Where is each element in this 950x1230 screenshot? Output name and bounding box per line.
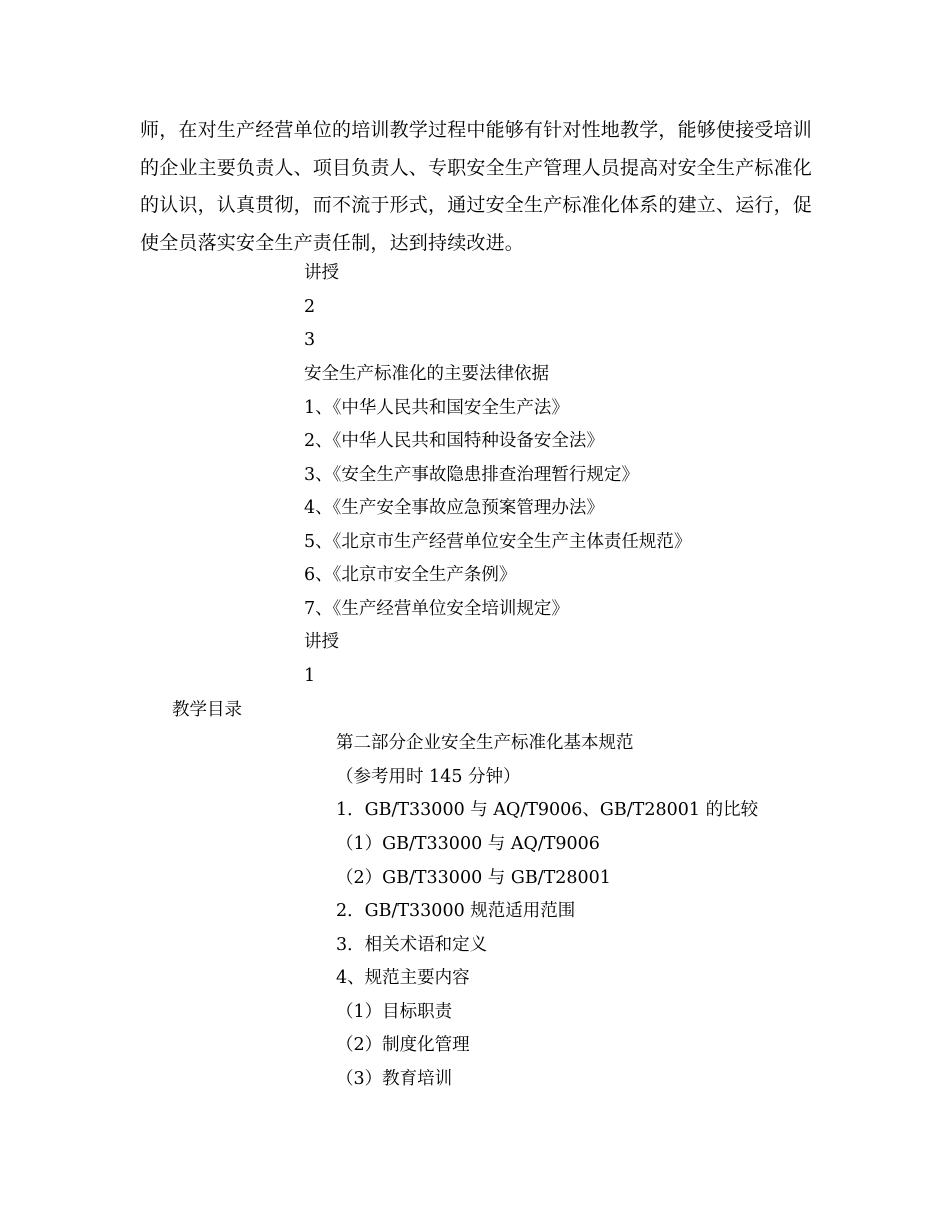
toc-label: 教学目录 [172,700,242,720]
outline-item: （1）目标职责 [336,1002,453,1022]
section-heading: 安全生产标准化的主要法律依据 [304,364,549,384]
time-note: （参考用时 145 分钟） [336,767,521,787]
law-item: 7、《生产经营单位安全培训规定》 [304,599,569,619]
outline-item: 1．GB/T33000 与 AQ/T9006、GB/T28001 的比较 [336,800,759,820]
part-title: 第二部分企业安全生产标准化基本规范 [336,733,634,753]
law-item: 4、《生产安全事故应急预案管理办法》 [304,498,604,518]
outline-item: 3．相关术语和定义 [336,935,488,955]
outline-item: 2．GB/T33000 规范适用范围 [336,901,576,921]
outline-item: （1）GB/T33000 与 AQ/T9006 [336,834,600,854]
number-line: 3 [304,330,316,350]
outline-item: （2）制度化管理 [336,1035,470,1055]
outline-item: （3）教育培训 [336,1069,453,1089]
intro-paragraph: 师，在对生产经营单位的培训教学过程中能够有针对性地教学，能够使接受培训的企业主要负责人、项目负责人、专职安全生产管理人员提高对安全生产标准化的认识，认真贯彻，而不流于形式，通过安全生产标准化体系的建立、运行，促使全员落实安全生产责任制，达到持续改进。 [140,119,813,254]
law-item: 2、《中华人民共和国特种设备安全法》 [304,431,604,451]
number-line: 1 [304,666,316,686]
number-line: 2 [304,297,316,317]
law-item: 1、《中华人民共和国安全生产法》 [304,398,569,418]
method-label: 讲授 [304,632,339,652]
outline-item: 4、规范主要内容 [336,968,470,988]
law-item: 3、《安全生产事故隐患排查治理暂行规定》 [304,465,639,485]
law-item: 5、《北京市生产经营单位安全生产主体责任规范》 [304,532,692,552]
outline-item: （2）GB/T33000 与 GB/T28001 [336,868,611,888]
method-label: 讲授 [304,263,339,283]
law-item: 6、《北京市安全生产条例》 [304,565,517,585]
